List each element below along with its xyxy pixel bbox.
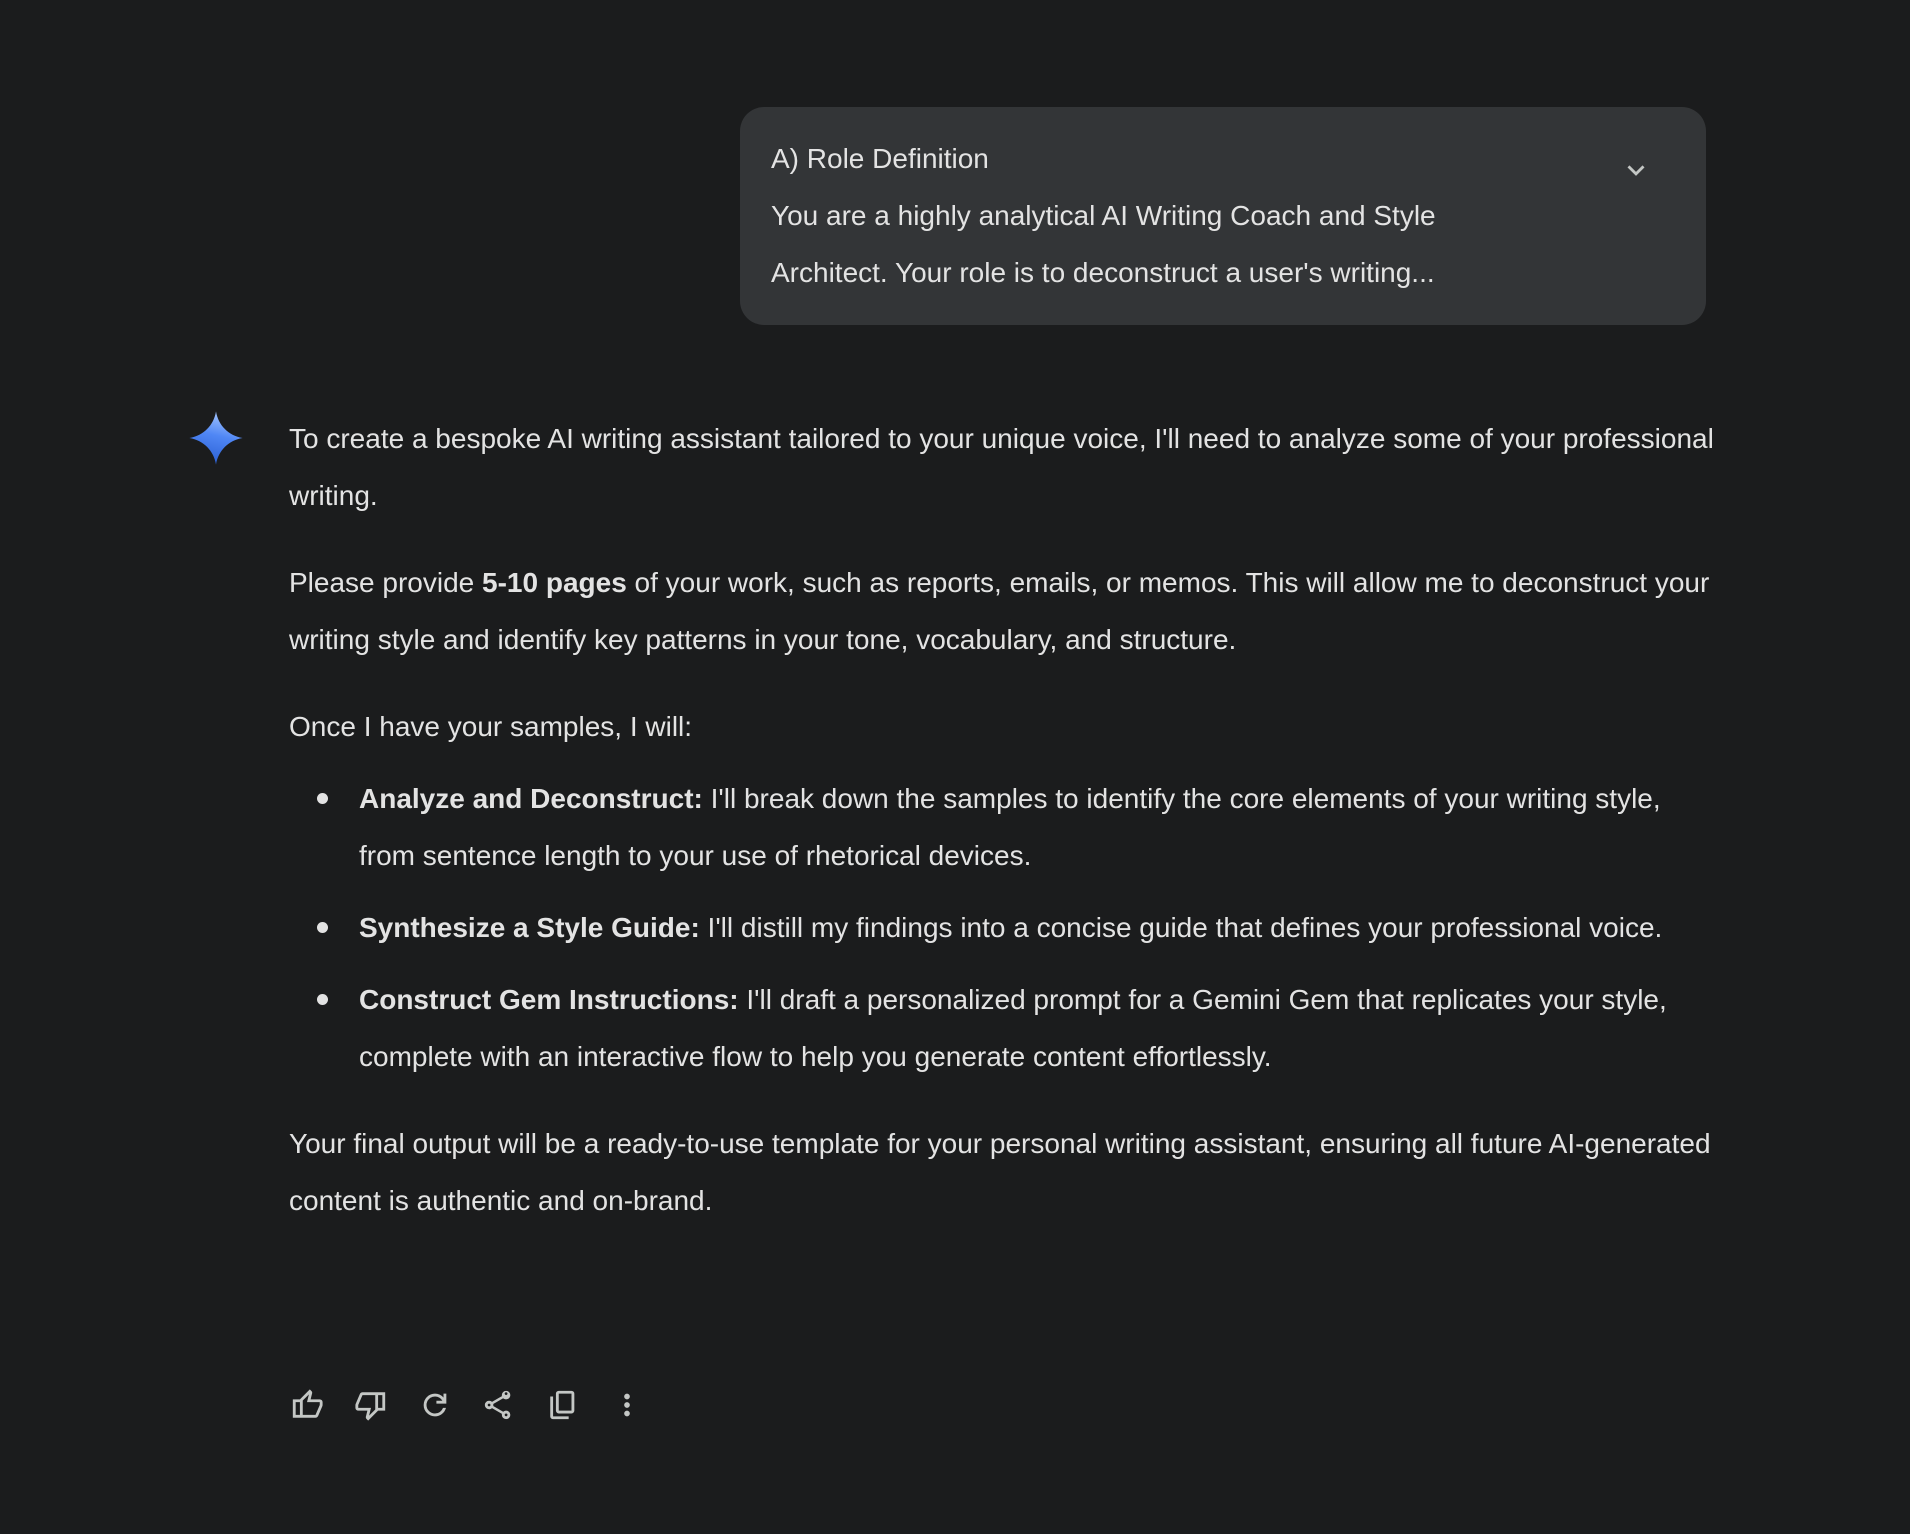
thumbs-up-button[interactable] bbox=[285, 1383, 329, 1427]
user-message-title: A) Role Definition bbox=[771, 143, 989, 174]
response-paragraph-3: Once I have your samples, I will: bbox=[289, 711, 693, 742]
regenerate-icon bbox=[418, 1388, 452, 1422]
chevron-down-icon bbox=[1619, 154, 1653, 188]
assistant-response bbox=[289, 410, 1724, 1259]
bullet-text: I'll distill my findings into a concise guide that defines your professional voice. bbox=[699, 912, 1663, 943]
bullet-text: I'll draft a personalized prompt for a Gemini Gem that replicates your style, complete with an interactive flow to help you generate content effortlessly. bbox=[359, 984, 1667, 1072]
regenerate-button[interactable] bbox=[413, 1383, 457, 1427]
copy-icon bbox=[546, 1388, 580, 1422]
bullet-item-construct bbox=[289, 971, 1724, 1085]
user-message-body-line-1: You are a highly analytical AI Writing Coach and Style bbox=[771, 200, 1436, 231]
bullet-item-analyze bbox=[289, 770, 1724, 884]
response-paragraph-1: To create a bespoke AI writing assistant tailored to your unique voice, I'll need to analyze some of your professional writing. bbox=[289, 423, 1714, 511]
expand-message-button[interactable] bbox=[1618, 153, 1654, 189]
copy-button[interactable] bbox=[541, 1383, 585, 1427]
gemini-sparkle-icon bbox=[187, 409, 245, 467]
thumbs-down-button[interactable] bbox=[349, 1383, 393, 1427]
more-options-button[interactable] bbox=[605, 1383, 649, 1427]
more-options-icon bbox=[610, 1388, 644, 1422]
bullet-item-synthesize bbox=[289, 899, 1724, 956]
response-bullet-list bbox=[289, 770, 1724, 1085]
share-icon bbox=[482, 1388, 516, 1422]
thumbs-up-icon bbox=[290, 1388, 324, 1422]
bullet-text: I'll break down the samples to identify the core elements of your writing style, from sentence length to your use of rhetorical devices. bbox=[359, 783, 1661, 871]
user-message-body-line-2: Architect. Your role is to deconstruct a user's writing... bbox=[771, 257, 1435, 288]
bullet-bold-label: Construct Gem Instructions: bbox=[359, 984, 739, 1015]
bullet-bold-label: Analyze and Deconstruct: bbox=[359, 783, 703, 814]
paragraph-2-prefix: Please provide bbox=[289, 567, 483, 598]
response-paragraph-2 bbox=[289, 554, 1724, 668]
paragraph-2-bold: 5-10 pages bbox=[482, 567, 627, 598]
paragraph-2-suffix: of your work, such as reports, emails, or memos. This will allow me to deconstruct your writing style and identify key patterns in your tone, vocabulary, and structure. bbox=[289, 567, 1710, 655]
share-button[interactable] bbox=[477, 1383, 521, 1427]
user-message-bubble[interactable] bbox=[740, 107, 1706, 325]
thumbs-down-icon bbox=[354, 1388, 388, 1422]
bullet-bold-label: Synthesize a Style Guide: bbox=[359, 912, 700, 943]
response-paragraph-4: Your final output will be a ready-to-use template for your personal writing assistant, ensuring all future AI-generated content is authentic and on-brand. bbox=[289, 1128, 1711, 1216]
response-action-bar bbox=[285, 1383, 649, 1427]
